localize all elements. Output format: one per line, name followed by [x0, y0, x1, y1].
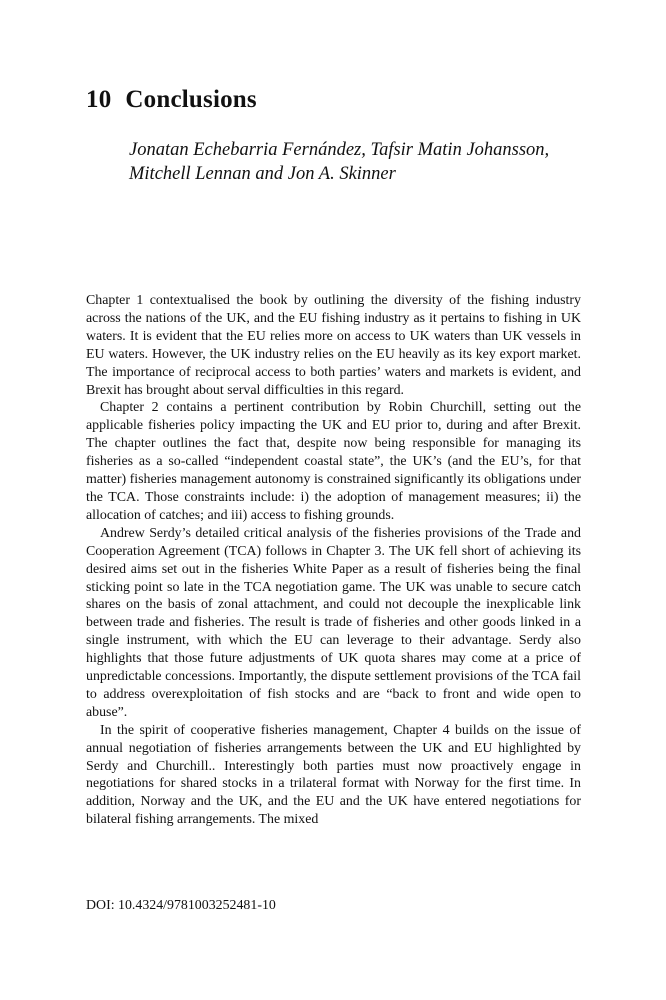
chapter-title: Conclusions: [125, 86, 257, 113]
paragraph-chapter-4-summary: In the spirit of cooperative fisheries management, Chapter 4 builds on the issue of annual negotiation of fisheries arrangements between the UK and EU highlighted by Serdy and Churchill.. Interestingly both parties must now proactively engage in negotiations for shared stocks in a trilateral format with Norway for the first time. In addition, Norway and the UK, and the EU and the UK have entered negotiations for bilateral fishing arrangements. The mixed: [86, 722, 581, 828]
chapter-authors: [129, 138, 609, 186]
paragraph-chapter-3-summary: Andrew Serdy’s detailed critical analysis of the fisheries provisions of the Trade and Cooperation Agreement (TCA) follows in Chapter 3. The UK fell short of achieving its desired aims set out in the fisheries White Paper as a result of fisheries being the final sticking point so late in the TCA negotiation game. The UK was unable to secure catch shares on the basis of zonal attachment, and could not decouple the inexplicable link between trade and fisheries. The result is trade of fisheries and other goods linked in a single instrument, with which the EU can leverage to their advantage. Serdy also highlights that those future adjustments of UK quota shares may come at a price of unpredictable concessions. Importantly, the dispute settlement provisions of the TCA fail to address overexploitation of fish stocks and are “back to front and wide open to abuse”.: [86, 525, 581, 720]
chapter-number: 10: [86, 86, 112, 113]
chapter-body: [86, 292, 581, 829]
paragraph-chapter-1-summary: Chapter 1 contextualised the book by outlining the diversity of the fishing industry across the nations of the UK, and the EU fishing industry as it pertains to fishing in UK waters. It is evident that the EU relies more on access to UK waters than UK vessels in EU waters. However, the UK industry relies on the EU heavily as its key export market. The importance of reciprocal access to both parties’ waters and markets is evident, and Brexit has brought about serval difficulties in this regard.: [86, 293, 581, 398]
authors-line-1: Jonatan Echebarria Fernández, Tafsir Matin Johansson,: [129, 140, 550, 160]
authors-line-2: Mitchell Lennan and Jon A. Skinner: [129, 164, 396, 184]
chapter-heading: [86, 84, 257, 116]
paragraph-chapter-2-summary: Chapter 2 contains a pertinent contribution by Robin Churchill, setting out the applicable fisheries policy impacting the UK and EU prior to, during and after Brexit. The chapter outlines the fact that, despite now being responsible for managing its fisheries as a so-called “independent coastal state”, the UK’s (and the EU’s, for that matter) fisheries management autonomy is constrained significantly its obligations under the TCA. Those constraints include: i) the adoption of management measures; ii) the allocation of catches; and iii) access to fishing grounds.: [86, 400, 581, 523]
doi-footer: DOI: 10.4324/9781003252481-10: [86, 898, 276, 913]
